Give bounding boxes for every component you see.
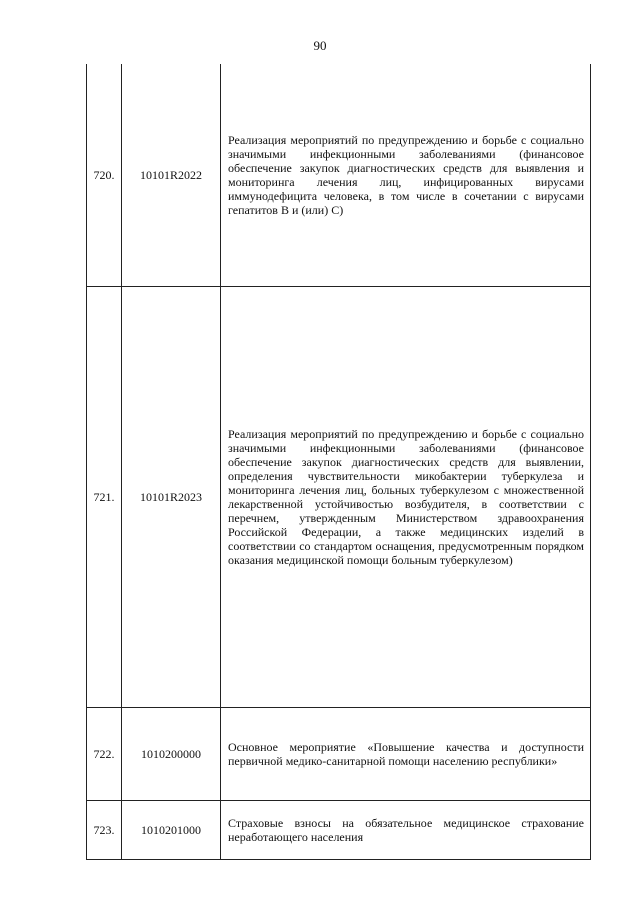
row-number: 720. [87,64,122,286]
row-description [221,286,591,707]
row-number: 723. [87,800,122,859]
row-description [221,707,591,800]
row-description [221,800,591,859]
page-number: 90 [313,38,327,53]
description-text: Страховые взносы на обязательное медицинское страхование неработающего населения [228,815,584,844]
description-text: Основное мероприятие «Повышение качества и доступности первичной медико-санитарной помощи населению республики» [228,739,584,768]
classification-code: 10101R2022 [122,64,221,286]
classification-code: 10101R2023 [122,286,221,707]
table-row [87,64,591,286]
row-number: 721. [87,286,122,707]
description-text: Реализация мероприятий по предупреждению и борьбе с социально значимыми инфекционными заболеваниями (финансовое обеспечение закупок диагностических средств для выявлении, определения чувствительности микобактерии туберкулеза и мониторинга лечения лиц, больных туберкулезом с множественной лекарственной устойчивостью возбудителя, в соответствии с перечнем, утвержденным Министерством здравоохранения Российской Федерации, а также медицинских изделий в соответствии со стандартом оснащения, предусмотренным порядком оказания медицинской помощи больным туберкулезом) [228,426,584,567]
table-row [87,286,591,707]
description-text: Реализация мероприятий по предупреждению и борьбе с социально значимыми инфекционными заболеваниями (финансовое обеспечение закупок диагностических средств для выявления и мониторинга лечения лиц, инфицированных вирусами иммунодефицита человека, в том числе в сочетании с вирусами гепатитов В и (или) С) [228,132,584,217]
classification-code: 1010200000 [122,707,221,800]
classification-code: 1010201000 [122,800,221,859]
budget-classification-table [86,64,591,860]
row-description [221,64,591,286]
row-number: 722. [87,707,122,800]
table-row [87,800,591,859]
table-row [87,707,591,800]
